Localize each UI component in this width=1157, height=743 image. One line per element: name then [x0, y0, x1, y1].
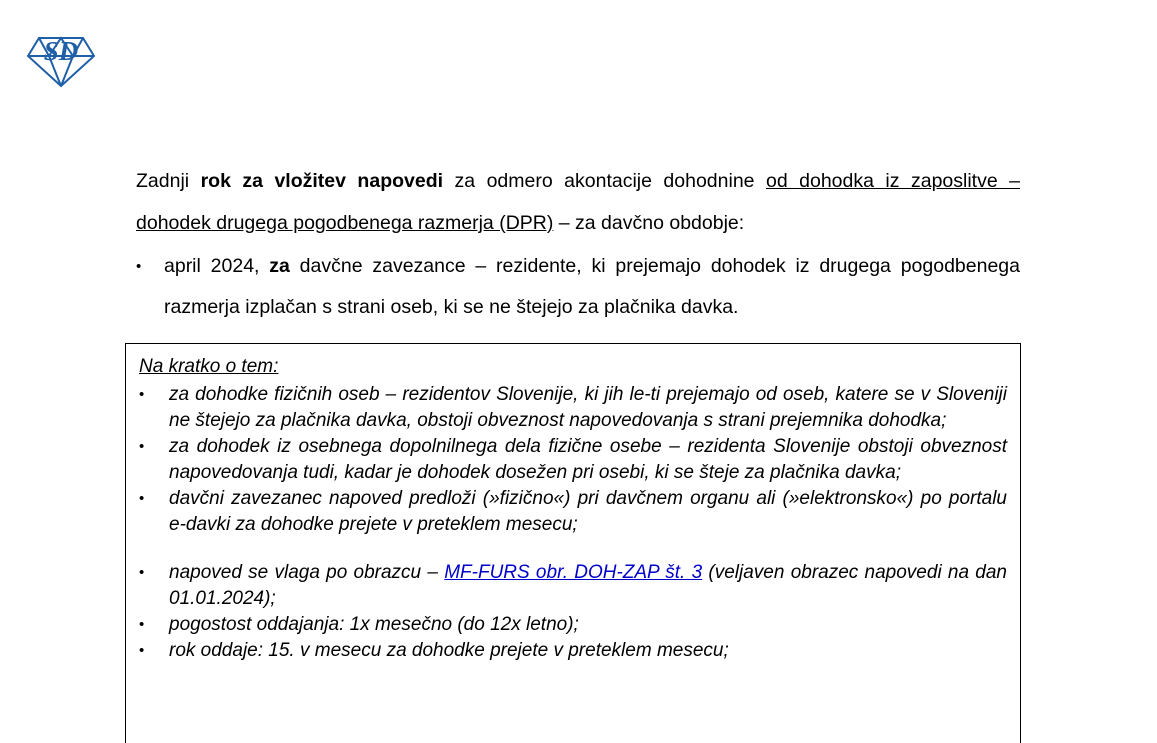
list-item [136, 246, 1020, 328]
list-item [139, 560, 1007, 612]
summary-item-text: davčni zavezanec napoved predloži (»fizično«) pri davčnem organu ali (»elektronsko«) po portalu e-davki za dohodke prejete v preteklem mesecu; [169, 488, 1007, 535]
summary-box-title: Na kratko o tem: [139, 356, 279, 377]
intro-seg-2-bold: rok za vložitev napovedi [200, 170, 444, 192]
doh-zap-form-link[interactable]: MF-FURS obr. DOH-ZAP št. 3 [444, 562, 703, 583]
summary-item-text: pogostost oddajanja: 1x mesečno (do 12x letno); [169, 614, 579, 635]
list-item [139, 382, 1007, 434]
bullet-icon: • [139, 642, 145, 659]
sd-diamond-logo-icon [22, 30, 100, 92]
list-item [139, 638, 1007, 664]
summary-item-suffix: (veljaven obrazec napovedi na dan 01.01.2024); [169, 562, 1008, 609]
bullet-icon: • [136, 258, 142, 275]
summary-item-text: za dohodek iz osebnega dopolnilnega dela fizične osebe – rezidenta Slovenije obstoji obveznost napovedovanja tudi, kadar je dohodek dosežen pri osebi, ki se šteje za plačnika davka; [169, 436, 1007, 483]
bullet-icon: • [139, 564, 145, 581]
summary-item-text-with-link [169, 560, 1007, 612]
summary-item-text: rok oddaje: 15. v mesecu za dohodke prejete v preteklem mesecu; [169, 640, 729, 661]
top-bullet-seg-2-bold: za [269, 255, 290, 277]
intro-paragraph [136, 160, 1020, 244]
top-bullet-seg-3: davčne zavezance – rezidente, ki prejemajo dohodek iz drugega pogodbenega razmerja izplačan s strani oseb, ki se ne štejejo za plačnika davka. [164, 255, 1021, 318]
list-item [139, 486, 1007, 538]
bullet-icon: • [139, 616, 145, 633]
summary-item-prefix: napoved se vlaga po obrazcu – [169, 562, 445, 583]
bullet-icon: • [139, 490, 145, 507]
intro-seg-1: Zadnji [136, 170, 201, 192]
summary-box [125, 343, 1021, 743]
intro-seg-5: – za davčno obdobje: [553, 212, 745, 234]
top-bullet-list [136, 246, 1020, 328]
intro-seg-4-underline: od dohodka iz zaposlitve – dohodek drugega pogodbenega razmerja (DPR) [136, 170, 1020, 234]
list-item [139, 612, 1007, 638]
top-bullet-text [164, 246, 1020, 328]
list-item [139, 434, 1007, 486]
top-bullet-seg-1: april 2024, [164, 255, 270, 277]
bullet-icon: • [139, 438, 145, 455]
intro-seg-3: za odmero akontacije dohodnine [443, 170, 766, 192]
bullet-icon: • [139, 386, 145, 403]
list-spacer [139, 538, 1007, 560]
summary-item-text: za dohodke fizičnih oseb – rezidentov Slovenije, ki jih le-ti prejemajo od oseb, katere se v Sloveniji ne štejejo za plačnika davka, obstoji obveznost napovedovanja s strani prejemnika dohodka; [169, 384, 1007, 431]
svg-text:SD: SD [43, 36, 79, 66]
